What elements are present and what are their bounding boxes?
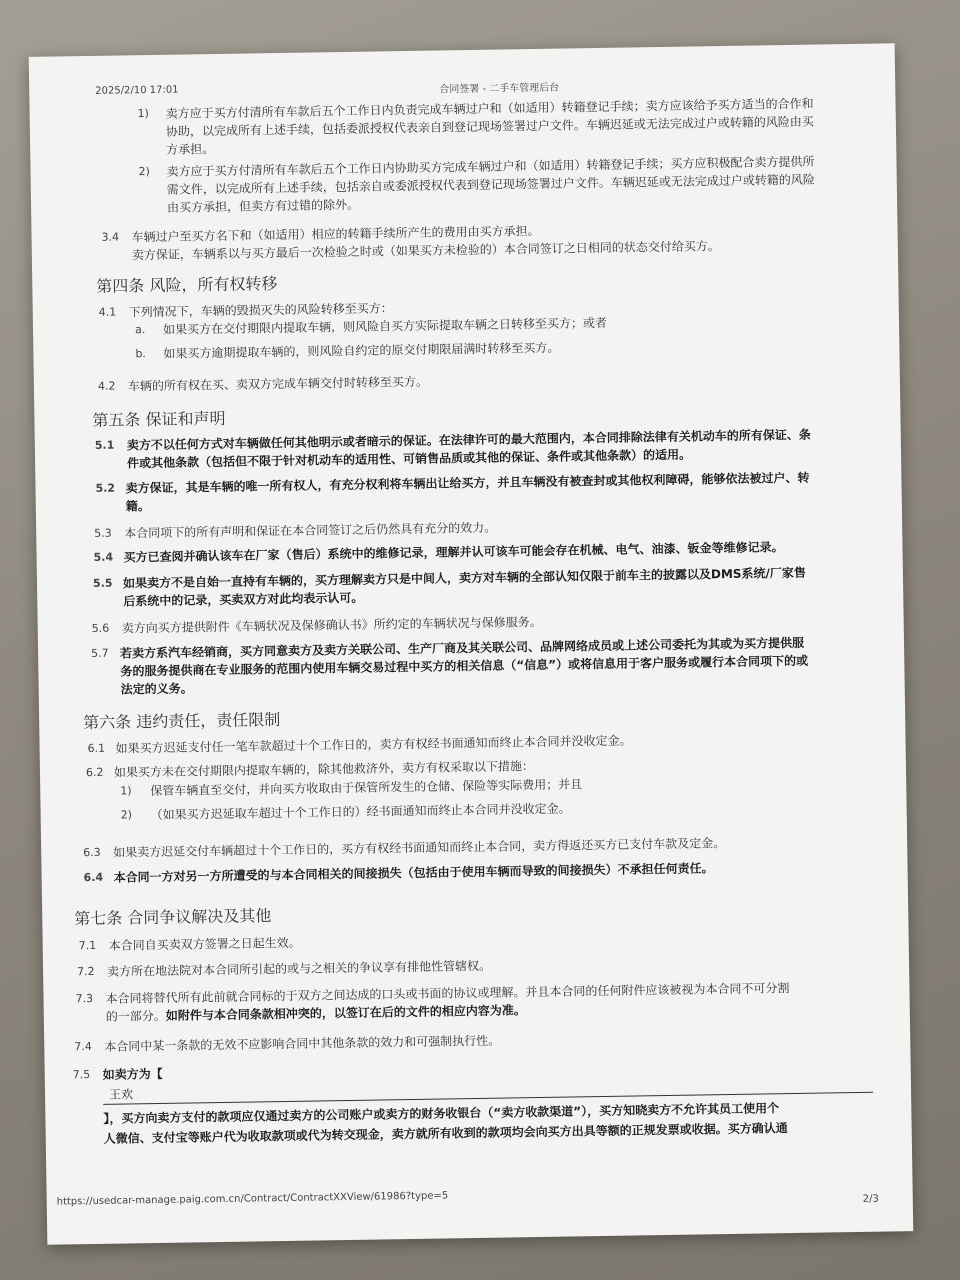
item-number: 2) [138, 164, 150, 179]
clause-text: 如果买方在交付期限内提取车辆，则风险自买方实际提取车辆之日转移至买方；或者 [162, 315, 608, 337]
clause-text: 本合同一方对另一方所遭受的与本合同相关的间接损失（包括由于使用车辆而导致的间接损失）不承担任何责任。 [113, 861, 714, 885]
page-number: 2/3 [862, 1193, 879, 1205]
clause-number: 7.4 [74, 1040, 92, 1054]
clause-number: 7.1 [78, 938, 97, 953]
clause-text: 卖方保证，其是车辆的唯一所有权人，有充分权利将车辆出让给买方，并且车辆没有被查封或其他权利障碍，能够依法被过户、转 [125, 470, 810, 496]
clause-text: 件或其他条款（包括但不限于针对机动车的适用性、可销售品质或其他的保证、条件或其他条款）的适用。 [127, 447, 692, 471]
clause-text: 由买方承担，但卖方有过错的除外。 [166, 197, 360, 215]
clause-text: 务的服务提供商在专业服务的范围内使用车辆交易过程中买方的相关信息（“信息”）或将信息用于客户服务或履行本合同项下的或 [120, 653, 809, 679]
clause-text: 如卖方为【 [102, 1066, 163, 1082]
clause-text: 卖方保证，车辆系以与买方最后一次检验之时或（如果买方未检验的）本合同签订之日相同的状态交付给买方。 [131, 239, 720, 263]
clause-number: 4.1 [98, 305, 117, 319]
clause-text: 下列情况下，车辆的毁损灭失的风险转移至买方： [128, 301, 393, 320]
item-number: 1) [120, 784, 132, 798]
clause-text: 需文件，以完成所有上述手续，包括亲自或委派授权代表到登记现场签署过户文件。车辆迟延或无法完成过户或转籍的风险 [166, 172, 815, 197]
item-number: b. [135, 347, 146, 361]
clause-text: 协助，以完成所有上述手续，包括委派授权代表亲自到登记现场签署过户文件。车辆迟延或无法完成过户或转籍的风险由买 [165, 114, 814, 139]
clause-text: 人微信、支付宝等账户代为收取款项或代为转交现金，卖方就所有收到的款项均会向买方出具等额的正规发票或收据。买方确认通 [103, 1121, 788, 1146]
clause-text: 卖方所在地法院对本合同所引起的或与之相关的争议享有排他性管辖权。 [106, 958, 492, 979]
clause-text-bold: 如附件与本合同条款相冲突的，以签订在后的文件的相应内容为准。 [165, 1003, 526, 1023]
clause-number: 6.3 [83, 845, 101, 860]
clause-number: 6.2 [85, 765, 104, 780]
clause-text: 卖方不以任何方式对车辆做任何其他明示或者暗示的保证。在法律许可的最大范围内，本合同排除法律有关机动车的所有保证、条 [126, 427, 811, 453]
clause-number: 5.4 [93, 550, 114, 564]
clause-text: 如果买方迟延支付任一笔车款超过十个工作日的，卖方有权经书面通知而终止本合同并没收定金。 [115, 733, 632, 756]
clause-number: 5.7 [90, 646, 109, 660]
clause-text: 如果卖方不是自始一直持有车辆的，买方理解卖方只是中间人，卖方对车辆的全部认知仅限于前车主的披露以及DMS系统/厂家售 [122, 565, 806, 591]
clause-text: 保管车辆直至交付，并向买方收取由于保管所发生的仓储、保险等实际费用；并且 [150, 777, 583, 799]
clause-text: 买方已查阅并确认该车在厂家（售后）系统中的维修记录，理解并认可该车可能会存在机械、电气、油漆、钣金等维修记录。 [123, 540, 784, 565]
clause-number: 7.5 [72, 1068, 91, 1082]
clause-text: 卖方应于买方付清所有车款后五个工作日内协助买方完成车辆过户和（如适用）转籍登记手续；买方应积极配合卖方提供所 [166, 154, 815, 179]
clause-number: 3.4 [101, 230, 120, 244]
clause-number: 5.2 [95, 481, 116, 495]
clause-text: 若卖方系汽车经销商，买方同意卖方及卖方关联公司、生产厂商及其关联公司、品牌网络成员或上述公司委托为其或为买方提供服 [119, 635, 805, 661]
item-number: a. [134, 323, 146, 337]
section-heading: 第五条 保证和声明 [92, 408, 226, 430]
clause-number: 6.1 [87, 741, 106, 756]
item-number: 1) [137, 106, 150, 121]
clause-number: 7.3 [75, 991, 94, 1006]
clause-text: 如果买方未在交付期限内提取车辆的，除其他救济外，卖方有权采取以下措施： [113, 759, 535, 780]
clause-number: 5.6 [91, 621, 110, 635]
clause-text: 本合同将替代所有此前就合同标的于双方之间达成的口头或书面的协议或理解。并且本合同的任何附件应该被视为本合同不可分割 [105, 981, 790, 1006]
clause-text: 后系统中的记录，买卖双方对此均表示认可。 [123, 590, 364, 609]
section-heading: 第四条 风险，所有权转移 [96, 273, 278, 296]
clause-text: 本合同自买卖双方签署之日起生效。 [108, 935, 301, 953]
clause-text: 车辆的所有权在买、卖双方完成车辆交付时转移至买方。 [127, 374, 428, 394]
clause-number: 7.2 [76, 964, 95, 979]
clause-text: 法定的义务。 [120, 681, 193, 697]
clause-text: 车辆过户至买方名下和（如适用）相应的转籍手续所产生的费用由买方承担。 [131, 223, 540, 245]
item-number: 2) [120, 808, 133, 822]
clause-text: （如果买方迟延取车超过十个工作日的）经书面通知而终止本合同并没收定金。 [150, 801, 571, 823]
section-heading: 第七条 合同争议解决及其他 [74, 906, 272, 929]
print-title: 合同签署 - 二手车管理后台 [439, 82, 560, 96]
clause-text: 如果买方逾期提取车辆的，则风险自约定的原交付期限届满时转移至买方。 [163, 340, 560, 361]
clause-text: 方承担。 [166, 141, 215, 157]
section-heading: 第六条 违约责任，责任限制 [83, 710, 281, 733]
clause-text: 卖方向买方提供附件《车辆状况及保修确认书》所约定的车辆状况与保修服务。 [121, 614, 542, 636]
clause-number: 5.5 [92, 576, 113, 590]
print-datetime: 2025/2/10 17:01 [95, 84, 179, 97]
page-url: https://usedcar-manage.paig.com.cn/Contract/ContractXXView/61986?type=5 [56, 1190, 449, 1208]
contract-page [29, 43, 914, 1244]
clause-number: 5.3 [94, 526, 112, 540]
clause-text: 】，买方向卖方支付的款项应仅通过卖方的公司账户或卖方的财务收银台（“卖方收款渠道”），买方知晓卖方不允许其员工使用个 [103, 1101, 780, 1126]
clause-number: 5.1 [94, 438, 115, 452]
clause-text: 本合同项下的所有声明和保证在本合同签订之后仍然具有充分的效力。 [124, 520, 497, 541]
seller-name-field: 王欢 [108, 1087, 134, 1102]
clause-text: 本合同中某一条款的无效不应影响合同中其他条款的效力和可强制执行性。 [104, 1033, 501, 1054]
clause-text: 如果卖方迟延交付车辆超过十个工作日的，买方有权经书面通知而终止本合同，卖方得返还买方已支付车款及定金。 [113, 836, 726, 860]
clause-number: 6.4 [83, 870, 104, 885]
clause-text-part: 的一部分。 [105, 1008, 166, 1024]
clause-text: 卖方应于买方付清所有车款后五个工作日内负责完成车辆过户和（如适用）转籍登记手续；卖方应该给予买方适当的合作和 [165, 96, 814, 121]
clause-text: 籍。 [125, 499, 150, 514]
clause-number: 4.2 [97, 379, 116, 393]
